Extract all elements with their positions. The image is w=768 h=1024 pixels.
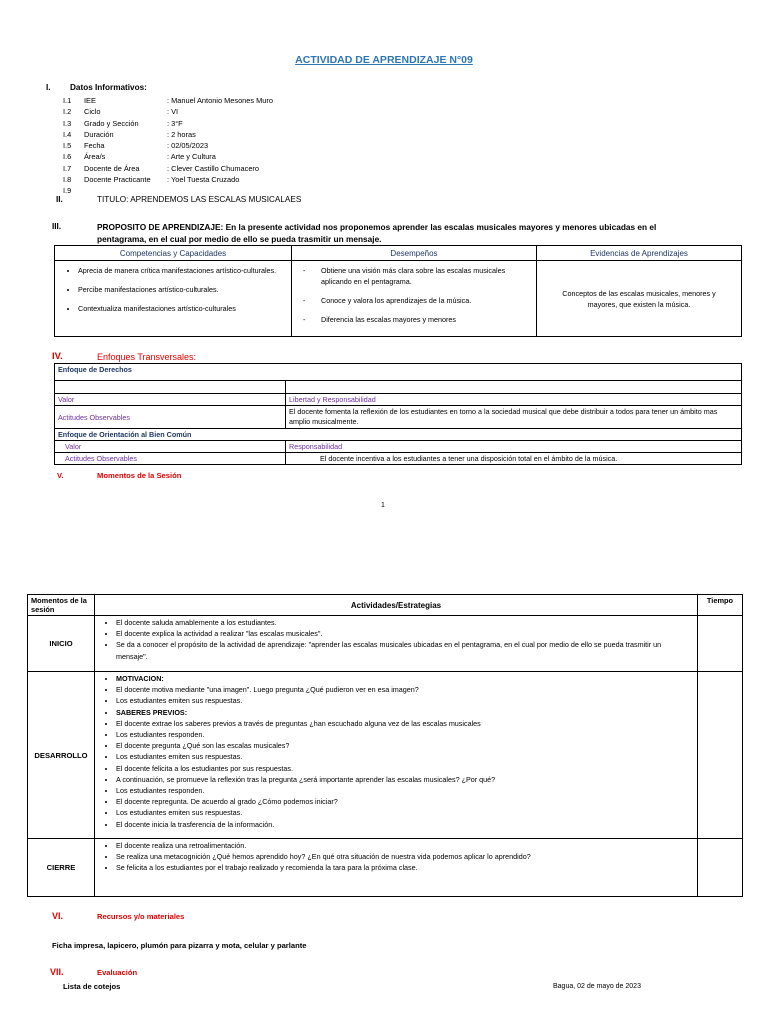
datos-label: IEE	[84, 96, 96, 105]
section1-number: I.	[46, 83, 51, 92]
datos-num: I.9	[63, 186, 72, 196]
datos-value: : 2 horas	[167, 129, 196, 139]
datos-num: I.8	[63, 175, 72, 185]
desempeno-item: - Obtiene una visión más clara sobre las escalas musicales aplicando en el pentagrama.	[303, 265, 533, 287]
desarrollo-item: • El docente pregunta ¿Qué son las escalas musicales?	[116, 740, 694, 751]
cierre-list	[98, 840, 694, 874]
datos-value: : 02/05/2023	[167, 141, 209, 151]
datos-label: Fecha	[84, 141, 105, 151]
datos-num: I.3	[63, 118, 72, 128]
inicio-item: • Se da a conocer el propósito de la actividad de aprendizaje: "aprender las escalas musicales ubicadas en el pentagrama, en el cual por medio de ello se pueda trasmitir un mensaje".	[116, 639, 694, 661]
datos-label: Ciclo	[84, 107, 101, 117]
desarrollo-item: • El docente motiva mediante "una imagen". Luego pregunta ¿Qué pudieron ver en esa imagen?	[116, 684, 694, 695]
desarrollo-item: • Los estudiantes responden.	[116, 785, 694, 796]
enfoque-bien-comun: Enfoque de Orientación al Bien Común	[55, 429, 742, 441]
datos-num: I.2	[63, 107, 72, 117]
actitud-derechos: El docente fomenta la reflexión de los estudiantes en torno a la sociedad musical que debe distribuir a todos para tener un ámbito mas amplio musicalmente.	[286, 406, 742, 429]
section7-number: VII.	[50, 967, 64, 977]
datos-value: : 3°F	[167, 118, 183, 128]
moment-cierre: CIERRE	[28, 839, 95, 897]
desarrollo-item: • Los estudiantes emiten sus respuestas.	[116, 695, 694, 706]
valor-label-2: Valor	[55, 441, 286, 453]
datos-value: : Yoel Tuesta Cruzado	[167, 175, 240, 185]
datos-value: : VI	[167, 107, 179, 117]
competencias-table	[54, 245, 742, 337]
section3-number: III.	[52, 222, 62, 231]
session-table	[27, 594, 743, 897]
header-actividades: Actividades/Estrategias	[95, 595, 698, 616]
datos-num: I.7	[63, 163, 72, 173]
cierre-item: • Se felicita a los estudiantes por el trabajo realizado y recomienda la tara para la próxima clase.	[116, 862, 694, 873]
competencia-item: • Percibe manifestaciones artístico-culturales.	[78, 284, 288, 295]
footer-date: Bagua, 02 de mayo de 2023	[553, 983, 641, 990]
moment-desarrollo: DESARROLLO	[28, 672, 95, 839]
actitudes-label-2: Actitudes Observables	[55, 453, 286, 465]
datos-num: I.5	[63, 141, 72, 151]
header-desempenos: Desempeños	[292, 246, 537, 261]
evaluacion-text: Lista de cotejos	[63, 982, 121, 991]
datos-label: Área/s	[84, 152, 106, 162]
datos-num: I.4	[63, 129, 72, 139]
actitudes-label: Actitudes Observables	[55, 406, 286, 429]
desarrollo-item: • MOTIVACION:	[116, 673, 694, 684]
section2-number: II.	[56, 195, 63, 204]
page-title: ACTIVIDAD DE APRENDIZAJE N°09	[295, 54, 473, 66]
desarrollo-item: • A continuación, se promueve la reflexión tras la pregunta ¿será importante aprender las escalas musicales? ¿Por qué?	[116, 774, 694, 785]
section7-heading: Evaluación	[97, 968, 138, 977]
header-momentos: Momentos de la sesión	[28, 595, 95, 616]
cierre-item: • Se realiza una metacognición ¿Qué hemos aprendido hoy? ¿En qué otra situación de nuestra vida podemos aplicar lo aprendido?	[116, 851, 694, 862]
section4-number: IV.	[52, 351, 63, 362]
section2-title: TITULO: APRENDEMOS LAS ESCALAS MUSICALAES	[97, 195, 302, 204]
valor-label: Valor	[55, 394, 286, 406]
actitud-bien-comun: El docente incentiva a los estudiantes a tener una disposición total en el ámbito de la música.	[286, 453, 742, 465]
section5-number: V.	[57, 471, 64, 480]
desempeno-item: - Diferencia las escalas mayores y menores	[303, 314, 533, 325]
datos-label: Docente de Área	[84, 163, 140, 173]
datos-label: Duración	[84, 129, 114, 139]
desarrollo-item: • Los estudiantes responden.	[116, 729, 694, 740]
section6-heading: Recursos y/o materiales	[97, 912, 185, 921]
section6-number: VI.	[52, 911, 64, 921]
datos-label: Grado y Sección	[84, 118, 139, 128]
desarrollo-item: • El docente felicita a los estudiantes por sus respuestas.	[116, 763, 694, 774]
datos-value: : Manuel Antonio Mesones Muro	[167, 96, 273, 105]
desarrollo-item: • SABERES PREVIOS:	[116, 707, 694, 718]
datos-num: I.6	[63, 152, 72, 162]
desarrollo-item: • El docente inicia la trasferencia de la información.	[116, 819, 694, 830]
inicio-item: • El docente explica la actividad a realizar "las escalas musicales".	[116, 628, 694, 639]
desarrollo-item: • El docente extrae los saberes previos a través de preguntas ¿han escuchado alguna vez de las escalas musicales	[116, 718, 694, 729]
proposito-text: PROPOSITO DE APRENDIZAJE: En la presente actividad nos proponemos aprender las escalas musicales mayores y menores ubicadas en el pentagrama, en el cual por medio de ello se pueda trasmitir un mensaje.	[97, 222, 657, 244]
competencia-item: • Contextualiza manifestaciones artístico-culturales	[78, 303, 288, 314]
valor-libertad: Libertad y Responsabilidad	[286, 394, 742, 406]
desempeno-item: - Conoce y valora los aprendizajes de la música.	[303, 295, 533, 306]
competencia-item: • Aprecia de manera crítica manifestaciones artístico-culturales.	[78, 265, 288, 276]
evidencias-cell: Conceptos de las escalas musicales, menores y mayores, que existen la música.	[537, 261, 742, 337]
desarrollo-item: • El docente repregunta. De acuerdo al grado ¿Cómo podemos iniciar?	[116, 796, 694, 807]
desarrollo-item: • Los estudiantes emiten sus respuestas.	[116, 751, 694, 762]
page-number: 1	[381, 502, 385, 509]
datos-label: Docente Practicante	[84, 175, 151, 185]
header-tiempo: Tiempo	[698, 595, 743, 616]
section1-heading: Datos Informativos:	[70, 83, 147, 92]
enfoque-derechos: Enfoque de Derechos	[55, 364, 742, 381]
valor-responsabilidad: Responsabilidad	[286, 441, 742, 453]
desarrollo-list	[98, 673, 694, 830]
desarrollo-item: • Los estudiantes emiten sus respuestas.	[116, 807, 694, 818]
section4-heading: Enfoques Transversales:	[97, 352, 197, 362]
inicio-item: • El docente saluda amablemente a los estudiantes.	[116, 617, 694, 628]
header-competencias: Competencias y Capacidades	[55, 246, 292, 261]
header-evidencias: Evidencias de Aprendizajes	[537, 246, 742, 261]
enfoques-table	[54, 363, 742, 465]
moment-inicio: INICIO	[28, 616, 95, 672]
datos-value: : Arte y Cultura	[167, 152, 216, 162]
section5-heading: Momentos de la Sesión	[97, 471, 182, 480]
cierre-item: • El docente realiza una retroalimentación.	[116, 840, 694, 851]
recursos-text: Ficha impresa, lapicero, plumón para pizarra y mota, celular y parlante	[52, 941, 307, 950]
inicio-list	[98, 617, 694, 662]
datos-value: : Clever Castillo Chumacero	[167, 163, 260, 173]
datos-num: I.1	[63, 96, 72, 105]
